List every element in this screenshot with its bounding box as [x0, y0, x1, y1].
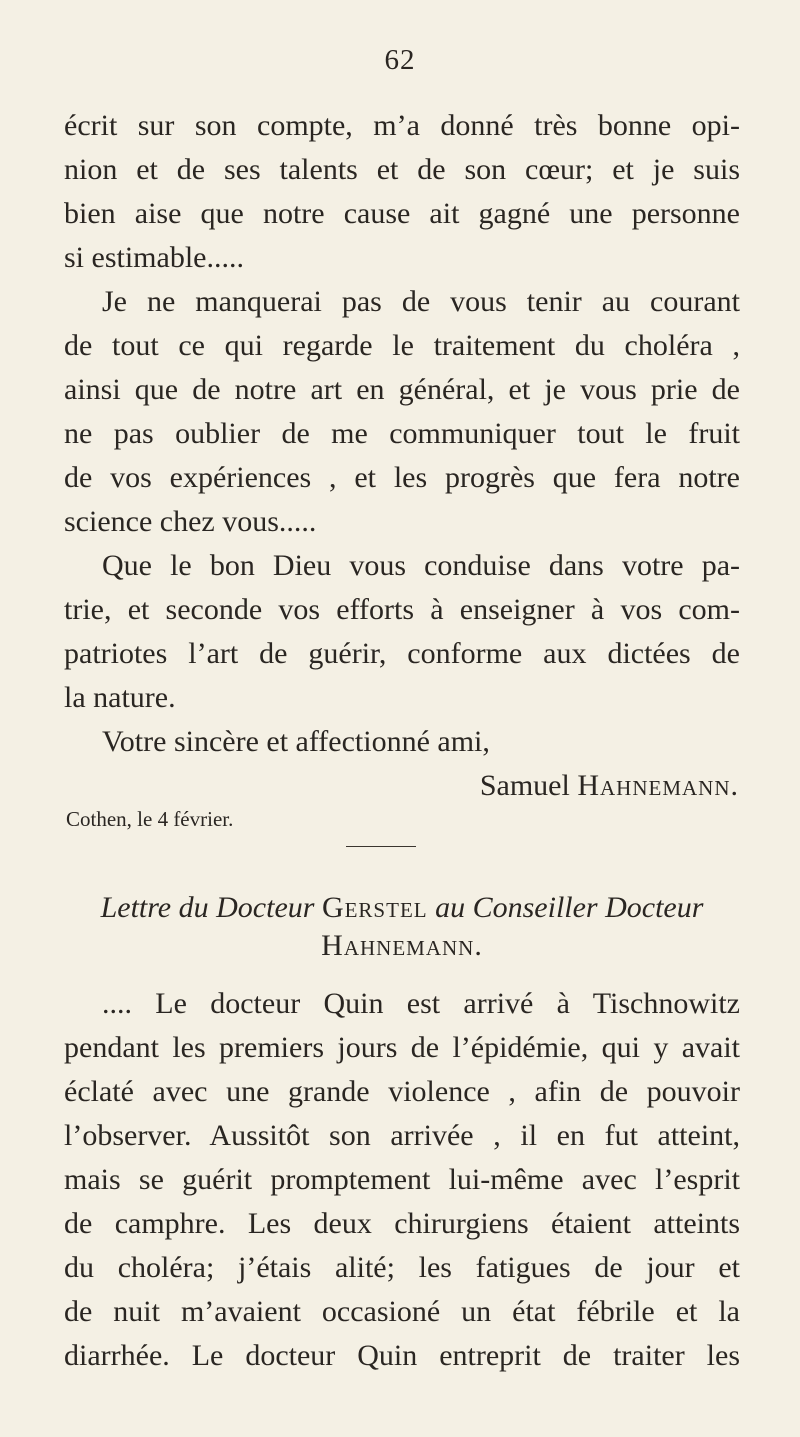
closing-line: Votre sincère et affectionné ami,	[102, 725, 490, 758]
text-line: de vos expériences , et les progrès que fera notre	[64, 461, 740, 494]
text-line: mais se guérit promptement lui-même avec l’esprit	[64, 1163, 740, 1196]
signature-first-name: Samuel	[479, 769, 570, 802]
text-line: nion et de ses talents et de son cœur; et je suis	[64, 153, 740, 186]
heading-prefix: Lettre du Docteur	[100, 891, 315, 924]
page-number: 62	[384, 44, 416, 76]
text-line: science chez vous.....	[64, 505, 317, 538]
heading-recipient-line	[64, 928, 740, 964]
heading-suffix: au Conseiller Docteur	[435, 891, 704, 924]
text-line: l’observer. Aussitôt son arrivée , il en fut atteint,	[64, 1119, 740, 1152]
heading-author: Gerstel	[321, 891, 428, 924]
text-line: du choléra; j’étais alité; les fatigues de jour et	[64, 1251, 740, 1284]
letter-heading	[64, 890, 740, 926]
text-line: si estimable.....	[64, 241, 244, 274]
text-line: bien aise que notre cause ait gagné une personne	[64, 197, 740, 230]
text-line: ne pas oublier de me communiquer tout le fruit	[64, 417, 740, 450]
text-line: pendant les premiers jours de l’épidémie, qui y avait	[64, 1031, 740, 1064]
heading-recipient: Hahnemann.	[321, 929, 483, 962]
text-line: ainsi que de notre art en général, et je vous prie de	[64, 373, 740, 406]
text-line: diarrhée. Le docteur Quin entreprit de traiter les	[64, 1339, 740, 1372]
text-line: trie, et seconde vos efforts à enseigner à vos com-	[64, 593, 740, 626]
text-line: la nature.	[64, 681, 176, 714]
text-line: écrit sur son compte, m’a donné très bonne opi-	[64, 109, 740, 142]
text-line: de nuit m’avaient occasioné un état fébrile et la	[64, 1295, 740, 1328]
text-line: éclaté avec une grande violence , afin de pouvoir	[64, 1075, 740, 1108]
text-line: de tout ce qui regarde le traitement du choléra ,	[64, 329, 740, 362]
section-divider	[346, 846, 416, 847]
text-line: .... Le docteur Quin est arrivé à Tischnowitz	[102, 987, 740, 1020]
place-date: Cothen, le 4 février.	[66, 807, 234, 831]
text-line: patriotes l’art de guérir, conforme aux dictées de	[64, 637, 740, 670]
signature-last-name: Hahnemann.	[577, 769, 739, 802]
text-line: Je ne manquerai pas de vous tenir au courant	[102, 285, 740, 318]
text-line: Que le bon Dieu vous conduise dans votre pa-	[102, 549, 740, 582]
text-line: de camphre. Les deux chirurgiens étaient atteints	[64, 1207, 740, 1240]
signature	[64, 768, 739, 804]
